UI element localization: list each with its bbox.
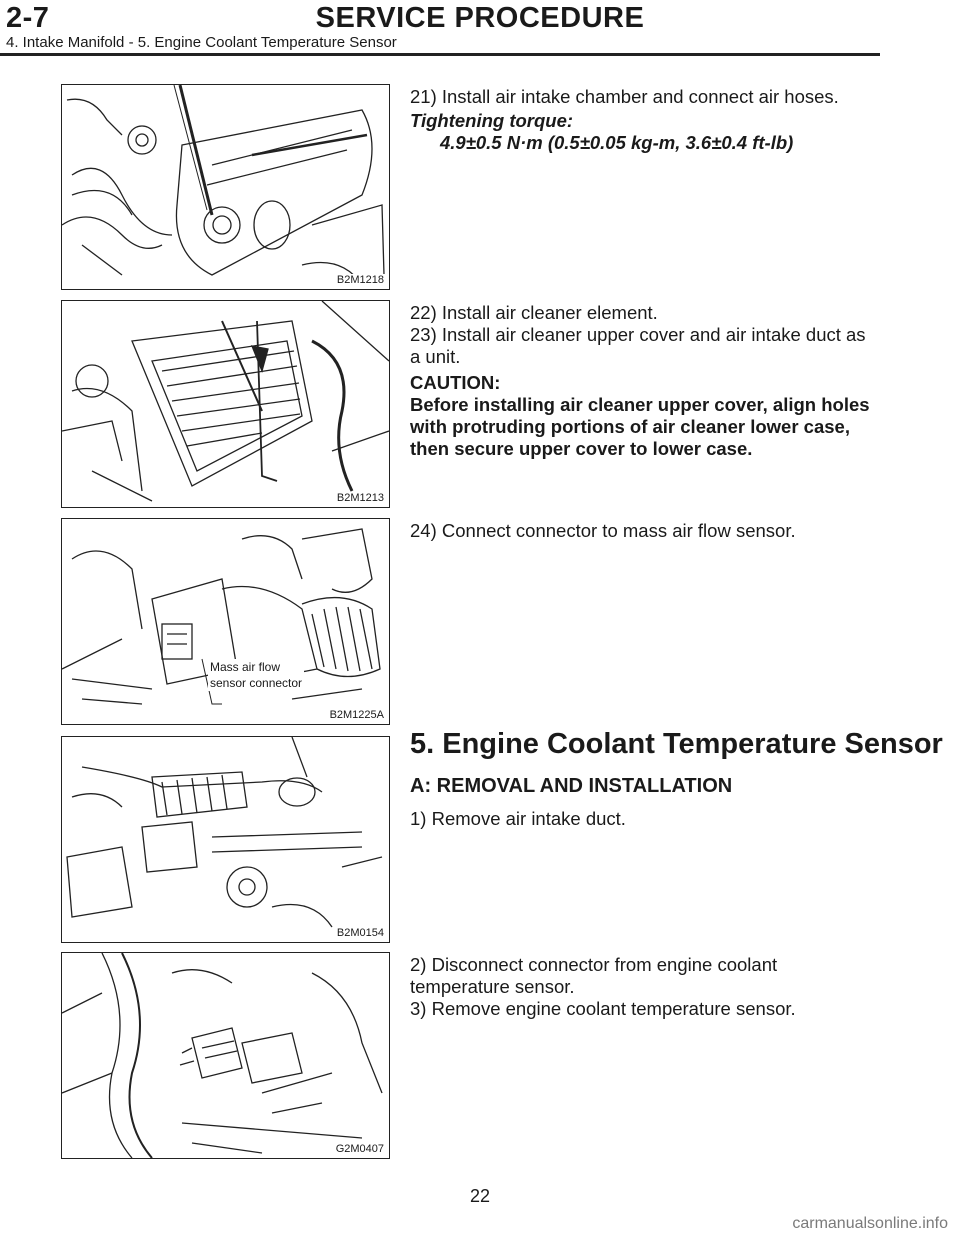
figure-air-intake-chamber <box>61 84 390 290</box>
torque-label: Tightening torque: <box>410 110 574 131</box>
air-cleaner-illustration-icon <box>62 301 389 507</box>
subsection-heading: A: REMOVAL AND INSTALLATION <box>410 775 733 797</box>
figure-code: B2M1225A <box>329 709 384 721</box>
watermark: carmanualsonline.info <box>792 1215 948 1232</box>
step-21: 21) Install air intake chamber and connect air hoses. <box>410 86 839 107</box>
step-3: 3) Remove engine coolant temperature sensor. <box>410 998 796 1019</box>
callout-line-2: sensor connector <box>210 676 303 690</box>
figure-coolant-temperature-sensor <box>61 952 390 1159</box>
section-heading: 5. Engine Coolant Temperature Sensor <box>410 728 943 760</box>
engine-illustration-icon <box>62 85 389 289</box>
coolant-sensor-illustration-icon <box>62 953 389 1158</box>
figure-code: B2M0154 <box>336 927 384 939</box>
figure-code: B2M1213 <box>336 492 384 504</box>
intake-duct-illustration-icon <box>62 737 389 942</box>
section-number: 2-7 <box>6 2 50 34</box>
page-title: SERVICE PROCEDURE <box>315 2 645 34</box>
figure-air-intake-duct <box>61 736 390 943</box>
mass-air-flow-illustration-icon <box>62 519 389 724</box>
figure-code: G2M0407 <box>335 1143 384 1155</box>
figure-code: B2M1218 <box>336 274 384 286</box>
step-23: 23) Install air cleaner upper cover and air intake duct as a unit. <box>410 324 866 367</box>
step-1: 1) Remove air intake duct. <box>410 808 626 829</box>
callout-line-1: Mass air flow <box>210 660 281 674</box>
callout-label <box>208 659 304 691</box>
figure-mass-air-flow-sensor <box>61 518 390 725</box>
step-24: 24) Connect connector to mass air flow sensor. <box>410 520 796 541</box>
caution-label: CAUTION: <box>410 372 501 393</box>
step-22: 22) Install air cleaner element. <box>410 302 658 323</box>
torque-value: 4.9±0.5 N·m (0.5±0.05 kg-m, 3.6±0.4 ft-lb) <box>440 132 794 153</box>
breadcrumb: 4. Intake Manifold - 5. Engine Coolant Temperature Sensor <box>6 34 397 51</box>
step-2: 2) Disconnect connector from engine coolant temperature sensor. <box>410 954 778 997</box>
page-number: 22 <box>469 1186 491 1206</box>
caution-text: Before installing air cleaner upper cover, align holes with protruding portions of air cleaner lower case, then secure upper cover to lower case. <box>410 394 870 459</box>
figure-air-cleaner-element <box>61 300 390 508</box>
header-rule <box>0 53 880 56</box>
